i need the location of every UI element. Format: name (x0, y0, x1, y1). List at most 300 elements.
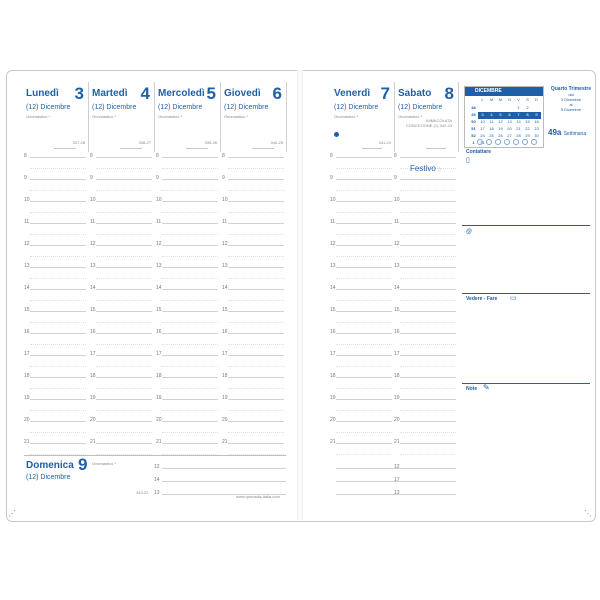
hour-line[interactable] (30, 399, 86, 400)
hour-line[interactable] (336, 267, 392, 268)
hour-line[interactable] (30, 377, 86, 378)
quarter-l2: 3 Dicembre (560, 97, 582, 102)
hour-line[interactable] (336, 201, 392, 202)
hour-label: 15 (330, 307, 336, 313)
hour-line[interactable] (96, 157, 152, 158)
hour-label: 19 (394, 395, 400, 401)
half-hour-line (96, 410, 152, 411)
mini-calendar-dots (477, 139, 537, 145)
hour-line[interactable] (400, 267, 456, 268)
day-num: 4 (140, 84, 150, 103)
hour-line[interactable] (400, 157, 456, 158)
calendar-day[interactable]: 10 (480, 119, 485, 124)
hour-label: 18 (330, 373, 336, 379)
hour-line[interactable] (30, 289, 86, 290)
hour-label: 8 (330, 153, 333, 159)
calendar-day[interactable]: 14 (516, 119, 521, 124)
hour-line[interactable] (96, 399, 152, 400)
sunday-date: (12) Dicembre (26, 474, 71, 481)
sunday-hour-line[interactable] (336, 481, 456, 482)
half-hour-line (400, 410, 456, 411)
hour-label: 21 (222, 439, 228, 445)
hour-line[interactable] (96, 421, 152, 422)
hour-label: 19 (330, 395, 336, 401)
hour-label: 21 (330, 439, 336, 445)
half-hour-line (228, 344, 284, 345)
website: www.quovadis-italia.com (236, 494, 280, 499)
at-icon: @ (466, 229, 473, 235)
hour-line[interactable] (228, 355, 284, 356)
hour-line[interactable] (336, 443, 392, 444)
half-hour-line (336, 278, 392, 279)
calendar-day[interactable]: 18 (489, 126, 494, 131)
hour-line[interactable] (30, 421, 86, 422)
hour-label: 13 (156, 263, 162, 269)
hour-label: 12 (156, 241, 162, 247)
hour-line[interactable] (96, 289, 152, 290)
calendar-day[interactable]: 25 (489, 133, 494, 138)
hour-line[interactable] (400, 421, 456, 422)
hour-label: 10 (394, 197, 400, 203)
hour-label: 11 (156, 219, 162, 225)
half-hour-line (162, 388, 218, 389)
day-name: Lunedì (26, 88, 59, 99)
hour-label: 13 (90, 263, 96, 269)
hour-line[interactable] (400, 355, 456, 356)
hour-line[interactable] (400, 179, 456, 180)
hour-label: 18 (156, 373, 162, 379)
hour-label: 20 (156, 417, 162, 423)
hour-line[interactable] (30, 355, 86, 356)
hour-label: 15 (222, 307, 228, 313)
hour-line[interactable] (400, 399, 456, 400)
calendar-day[interactable]: 15 (525, 119, 530, 124)
day-date: (12) Dicembre (158, 104, 203, 111)
calendar-day[interactable]: 52 (471, 133, 476, 138)
mini-calendar (464, 86, 544, 148)
calendar-day[interactable]: 50 (471, 119, 476, 124)
sunday-hour-label: 14 (154, 477, 160, 483)
calendar-day[interactable]: 4 (487, 112, 496, 119)
half-hour-line (400, 366, 456, 367)
hour-line[interactable] (162, 399, 218, 400)
day-foot: 339-26 (204, 140, 217, 145)
calendar-day[interactable]: 2 (526, 105, 529, 110)
half-hour-line (30, 432, 86, 433)
hour-label: 16 (24, 329, 30, 335)
hour-line[interactable] (336, 311, 392, 312)
week-number (548, 128, 586, 137)
half-hour-line (96, 234, 152, 235)
calendar-day[interactable]: 27 (507, 133, 512, 138)
hour-line[interactable] (228, 311, 284, 312)
half-hour-line (96, 256, 152, 257)
hour-line[interactable] (336, 333, 392, 334)
half-hour-line (162, 168, 218, 169)
day-small: Onomastico * (334, 114, 359, 119)
spine (297, 70, 303, 520)
notes-header: Note (466, 386, 478, 392)
day-num: 7 (380, 84, 390, 103)
day-header-1 (90, 82, 155, 152)
half-hour-line (228, 190, 284, 191)
calendar-day[interactable]: 49 (471, 112, 476, 117)
hour-label: 17 (156, 351, 162, 357)
hour-line[interactable] (336, 223, 392, 224)
todo-header: Vedere - Fare (466, 296, 498, 302)
hour-line[interactable] (162, 245, 218, 246)
hour-label: 10 (330, 197, 336, 203)
calendar-day[interactable] (532, 105, 541, 112)
hour-line[interactable] (400, 377, 456, 378)
hour-line[interactable] (228, 179, 284, 180)
day-line (120, 148, 142, 149)
dow-label (469, 97, 478, 102)
sunday-hour-line[interactable] (336, 468, 456, 469)
hour-line[interactable] (96, 223, 152, 224)
hour-label: 20 (24, 417, 30, 423)
sunday-hour-label: 12 (154, 464, 160, 470)
sunday-hour-line[interactable] (336, 494, 456, 495)
half-hour-line (30, 366, 86, 367)
phone-icon: ▯ (466, 157, 470, 164)
hour-line[interactable] (400, 333, 456, 334)
hour-label: 8 (222, 153, 225, 159)
hour-line[interactable] (228, 289, 284, 290)
day-small: Onomastico * (26, 114, 51, 119)
hour-line[interactable] (228, 223, 284, 224)
hour-label: 15 (90, 307, 96, 313)
sunday-separator (24, 455, 286, 456)
hour-label: 18 (222, 373, 228, 379)
day-small: Onomastico * (92, 114, 117, 119)
half-hour-line (96, 388, 152, 389)
hour-line[interactable] (336, 245, 392, 246)
hour-line[interactable] (96, 355, 152, 356)
hour-label: 13 (330, 263, 336, 269)
half-hour-line (228, 388, 284, 389)
calendar-day[interactable]: 22 (525, 126, 530, 131)
calendar-day[interactable]: 6 (505, 112, 514, 119)
day-small: Onomastico * (398, 114, 423, 119)
hour-line[interactable] (30, 311, 86, 312)
hour-label: 8 (394, 153, 397, 159)
hour-label: 18 (24, 373, 30, 379)
hour-line[interactable] (162, 157, 218, 158)
calendar-day[interactable]: 9 (532, 112, 541, 119)
hour-label: 12 (330, 241, 336, 247)
hour-label: 12 (90, 241, 96, 247)
sunday-hour-label: 12 (394, 464, 400, 470)
day-name: Martedì (92, 88, 128, 99)
hour-line[interactable] (228, 443, 284, 444)
calendar-day[interactable]: 23 (534, 126, 539, 131)
hour-line[interactable] (400, 311, 456, 312)
calendar-day[interactable]: 20 (507, 126, 512, 131)
half-hour-line (228, 410, 284, 411)
day-num: 6 (272, 84, 282, 103)
calendar-day[interactable]: 21 (516, 126, 521, 131)
calendar-day[interactable] (505, 105, 514, 112)
half-hour-line (162, 366, 218, 367)
hour-line[interactable] (228, 421, 284, 422)
hour-label: 10 (222, 197, 228, 203)
hour-label: 17 (330, 351, 336, 357)
hour-label: 14 (330, 285, 336, 291)
clipboard-icon: ▭ (510, 295, 517, 302)
hour-line[interactable] (162, 333, 218, 334)
event-dot (334, 132, 339, 137)
half-hour-line (96, 366, 152, 367)
hour-label: 11 (24, 219, 30, 225)
calendar-row (469, 119, 541, 126)
half-hour-line (336, 388, 392, 389)
half-hour-line (228, 168, 284, 169)
hour-line[interactable] (162, 377, 218, 378)
hour-line[interactable] (96, 245, 152, 246)
day-line (186, 148, 208, 149)
hour-line[interactable] (162, 421, 218, 422)
calendar-day[interactable]: 19 (498, 126, 503, 131)
hour-line[interactable] (336, 355, 392, 356)
hour-line[interactable] (162, 289, 218, 290)
hour-label: 17 (24, 351, 30, 357)
hour-line[interactable] (336, 421, 392, 422)
calendar-day[interactable]: 1 (472, 140, 475, 145)
hour-line[interactable] (162, 267, 218, 268)
day-foot: 338-27 (138, 140, 151, 145)
hour-line[interactable] (96, 377, 152, 378)
hour-label: 9 (156, 175, 159, 181)
half-hour-line (162, 278, 218, 279)
hour-label: 12 (394, 241, 400, 247)
hour-line[interactable] (30, 245, 86, 246)
half-hour-line (336, 234, 392, 235)
half-hour-line (96, 322, 152, 323)
calendar-day[interactable]: 11 (489, 119, 494, 124)
hour-label: 9 (90, 175, 93, 181)
calendar-day[interactable]: 31 (480, 140, 485, 145)
hour-label: 9 (394, 175, 397, 181)
half-hour-line (30, 300, 86, 301)
sunday-foot: 343-22 (136, 490, 149, 495)
day-header-2 (156, 82, 221, 152)
hour-line[interactable] (336, 377, 392, 378)
half-hour-line (162, 410, 218, 411)
half-hour-line (228, 212, 284, 213)
day-date: (12) Dicembre (26, 104, 71, 111)
hour-line[interactable] (400, 223, 456, 224)
hour-line[interactable] (96, 443, 152, 444)
dow-label: M (489, 97, 494, 102)
hour-line[interactable] (162, 443, 218, 444)
day-foot: IMMACOLATA CONCEZIONE (1) 342-23 (405, 118, 452, 128)
calendar-day[interactable] (487, 105, 496, 112)
hour-line[interactable] (228, 333, 284, 334)
hour-line[interactable] (96, 311, 152, 312)
day-foot: 340-25 (270, 140, 283, 145)
half-hour-line (336, 410, 392, 411)
calendar-day[interactable] (478, 105, 487, 112)
hour-line[interactable] (30, 157, 86, 158)
hour-label: 20 (222, 417, 228, 423)
hour-line[interactable] (30, 443, 86, 444)
separator-3 (462, 383, 590, 384)
calendar-day[interactable]: 13 (507, 119, 512, 124)
calendar-day[interactable]: 5 (496, 112, 505, 119)
hour-line[interactable] (96, 333, 152, 334)
separator-2 (462, 293, 590, 294)
hour-line[interactable] (228, 245, 284, 246)
half-hour-line (400, 388, 456, 389)
day-date: (12) Dicembre (398, 104, 443, 111)
half-hour-line (228, 234, 284, 235)
calendar-day[interactable]: 28 (516, 133, 521, 138)
hour-line[interactable] (162, 311, 218, 312)
festivo-text: Festivo (410, 164, 436, 173)
half-hour-line (30, 234, 86, 235)
half-hour-line (162, 344, 218, 345)
half-hour-line (400, 322, 456, 323)
day-small: Onomastico * (158, 114, 183, 119)
half-hour-line (400, 454, 456, 455)
calendar-day[interactable]: 3 (478, 112, 487, 119)
calendar-day[interactable]: 24 (480, 133, 485, 138)
calendar-day[interactable]: 29 (525, 133, 530, 138)
dow-label: D (535, 97, 538, 102)
day-line (362, 148, 382, 149)
hour-line[interactable] (228, 399, 284, 400)
half-hour-line (336, 344, 392, 345)
festivo-label (410, 164, 442, 173)
calendar-day[interactable]: 16 (534, 119, 539, 124)
calendar-day[interactable]: 1 (517, 105, 520, 110)
contacts-header: Contattare (466, 149, 492, 155)
hour-label: 14 (24, 285, 30, 291)
half-hour-line (336, 256, 392, 257)
hour-line[interactable] (336, 289, 392, 290)
sunday-num: 9 (78, 455, 88, 474)
half-hour-line (336, 190, 392, 191)
half-hour-line (400, 256, 456, 257)
half-hour-line (30, 256, 86, 257)
sunday-hour-line[interactable] (162, 481, 286, 482)
hour-label: 14 (156, 285, 162, 291)
hour-line[interactable] (162, 223, 218, 224)
hour-label: 10 (156, 197, 162, 203)
hour-line[interactable] (400, 443, 456, 444)
half-hour-line (30, 212, 86, 213)
half-hour-line (336, 432, 392, 433)
day-line (54, 148, 76, 149)
hour-label: 16 (156, 329, 162, 335)
hour-label: 14 (394, 285, 400, 291)
calendar-day[interactable]: 26 (498, 133, 503, 138)
calendar-day[interactable] (496, 105, 505, 112)
hour-label: 21 (24, 439, 30, 445)
hour-line[interactable] (30, 201, 86, 202)
day-line (252, 148, 274, 149)
hour-label: 19 (24, 395, 30, 401)
calendar-day[interactable]: 7 (514, 112, 523, 119)
calendar-day[interactable]: 51 (471, 126, 476, 131)
hour-label: 19 (222, 395, 228, 401)
half-hour-line (400, 300, 456, 301)
hour-line[interactable] (228, 201, 284, 202)
hour-label: 17 (90, 351, 96, 357)
calendar-day[interactable]: 30 (534, 133, 539, 138)
calendar-day[interactable]: 8 (523, 112, 532, 119)
hour-line[interactable] (162, 355, 218, 356)
mini-calendar-header (465, 87, 543, 96)
hour-line[interactable] (228, 157, 284, 158)
hour-line[interactable] (30, 179, 86, 180)
hour-line[interactable] (400, 201, 456, 202)
day-name: Sabato (398, 88, 432, 99)
hour-line[interactable] (96, 267, 152, 268)
hour-line[interactable] (96, 179, 152, 180)
half-hour-line (96, 212, 152, 213)
hour-label: 21 (394, 439, 400, 445)
calendar-day[interactable]: 17 (480, 126, 485, 131)
sunday-small: Onomastico * (92, 461, 117, 466)
calendar-day[interactable]: 48 (471, 105, 476, 110)
calendar-day[interactable]: 12 (498, 119, 503, 124)
hour-line[interactable] (228, 267, 284, 268)
holiday-icon: ◌ (438, 167, 442, 173)
dow-label: S (526, 97, 529, 102)
hour-line[interactable] (336, 399, 392, 400)
hour-label: 15 (394, 307, 400, 313)
hour-line[interactable] (30, 223, 86, 224)
right-corner-mark: ⋱ (584, 509, 592, 518)
left-corner-mark: ⋰ (8, 509, 16, 518)
hour-line[interactable] (30, 333, 86, 334)
half-hour-line (162, 190, 218, 191)
week-num: 49a (548, 128, 562, 137)
day-foot: 341-24 (378, 140, 391, 145)
hour-label: 21 (156, 439, 162, 445)
hour-line[interactable] (162, 179, 218, 180)
half-hour-line (162, 300, 218, 301)
half-hour-line (96, 432, 152, 433)
hour-line[interactable] (400, 289, 456, 290)
dow-label: L (481, 97, 484, 102)
day-small: Onomastico * (224, 114, 249, 119)
day-line (426, 148, 446, 149)
hour-line[interactable] (30, 267, 86, 268)
hour-label: 11 (330, 219, 336, 225)
half-hour-line (96, 190, 152, 191)
half-hour-line (400, 432, 456, 433)
day-date: (12) Dicembre (92, 104, 137, 111)
half-hour-line (162, 212, 218, 213)
dow-label: V (517, 97, 520, 102)
right-day-header-1 (396, 82, 459, 152)
hour-line[interactable] (96, 201, 152, 202)
hour-label: 11 (222, 219, 228, 225)
hour-line[interactable] (336, 157, 392, 158)
hour-line[interactable] (228, 377, 284, 378)
hour-label: 19 (156, 395, 162, 401)
hour-line[interactable] (162, 201, 218, 202)
sunday-hour-line[interactable] (162, 468, 286, 469)
hour-label: 9 (330, 175, 333, 181)
hour-line[interactable] (336, 179, 392, 180)
hour-label: 12 (24, 241, 30, 247)
half-hour-line (30, 344, 86, 345)
hour-line[interactable] (400, 245, 456, 246)
